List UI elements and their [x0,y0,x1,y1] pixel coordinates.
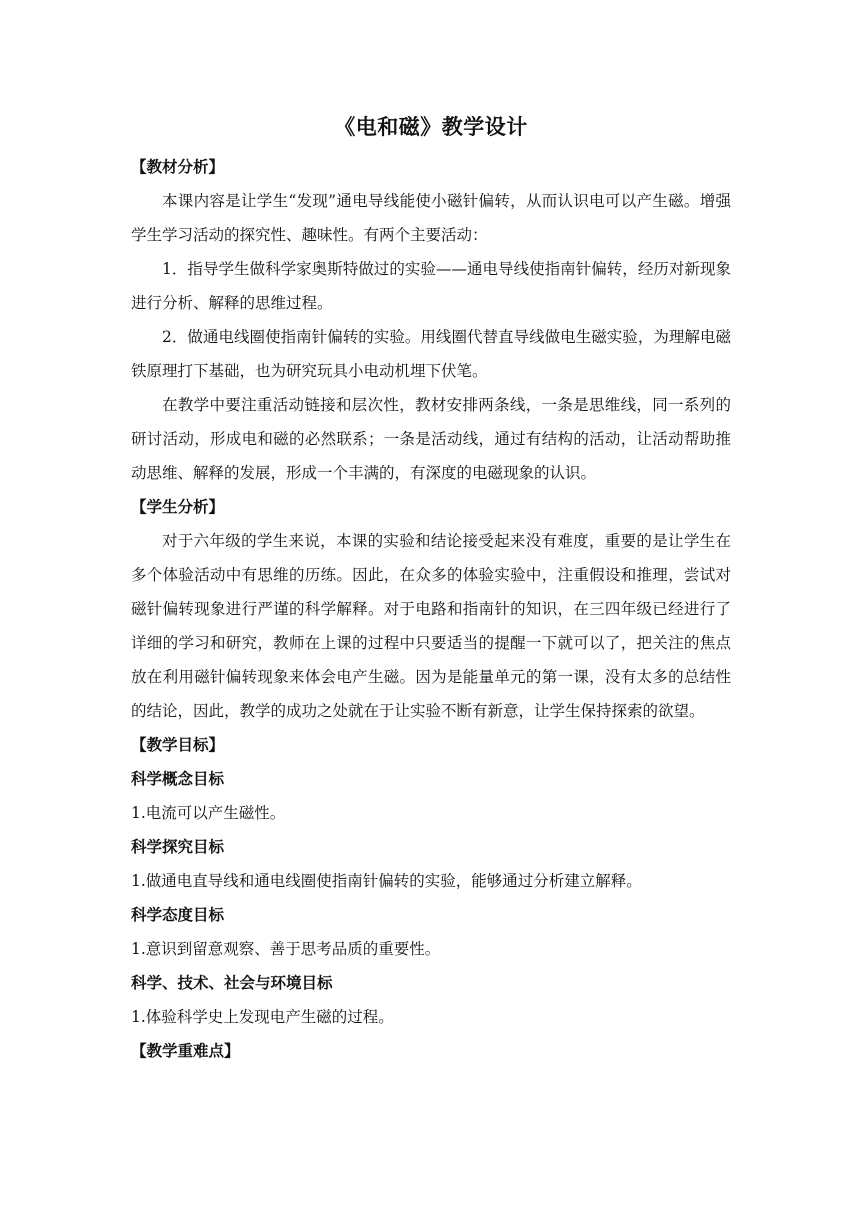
goal-item: 1.电流可以产生磁性。 [131,804,286,822]
document-body [131,112,731,1068]
heading-teaching-goals: 【教学目标】 [131,736,225,754]
paragraph: 在教学中要注重活动链接和层次性，教材安排两条线，一条是思维线，同一系列的研讨活动，形成电和磁的必然联系；一条是活动线，通过有结构的活动，让活动帮助推动思维、解释的发展，形成一个丰满的，有深度的电磁现象的认识。 [131,396,731,482]
subheading-stse-goal: 科学、技术、社会与环境目标 [131,974,333,992]
heading-key-points: 【教学重难点】 [131,1042,240,1060]
document-title: 《电和磁》教学设计 [334,115,528,139]
heading-material-analysis: 【教材分析】 [131,158,225,176]
goal-item: 1.做通电直导线和通电线圈使指南针偏转的实验，能够通过分析建立解释。 [131,872,642,890]
paragraph: 2．做通电线圈使指南针偏转的实验。用线圈代替直导线做电生磁实验，为理解电磁铁原理打下基础，也为研究玩具小电动机埋下伏笔。 [131,328,731,380]
heading-student-analysis: 【学生分析】 [131,498,225,516]
subheading-attitude-goal: 科学态度目标 [131,906,225,924]
paragraph: 对于六年级的学生来说，本课的实验和结论接受起来没有难度，重要的是让学生在多个体验活动中有思维的历练。因此，在众多的体验实验中，注重假设和推理，尝试对磁针偏转现象进行严谨的科学解释。对于电路和指南针的知识，在三四年级已经进行了详细的学习和研究，教师在上课的过程中只要适当的提醒一下就可以了，把关注的焦点放在利用磁针偏转现象来体会电产生磁。因为是能量单元的第一课，没有太多的总结性的结论，因此，教学的成功之处就在于让实验不断有新意，让学生保持探索的欲望。 [131,532,731,720]
goal-item: 1.意识到留意观察、善于思考品质的重要性。 [131,940,441,958]
paragraph: 1．指导学生做科学家奥斯特做过的实验——通电导线使指南针偏转，经历对新现象进行分析、解释的思维过程。 [131,260,731,312]
subheading-concept-goal: 科学概念目标 [131,770,225,788]
goal-item: 1.体验科学史上发现电产生磁的过程。 [131,1008,394,1026]
subheading-inquiry-goal: 科学探究目标 [131,838,225,856]
paragraph: 本课内容是让学生“发现”通电导线能使小磁针偏转，从而认识电可以产生磁。增强学生学习活动的探究性、趣味性。有两个主要活动： [131,192,731,244]
